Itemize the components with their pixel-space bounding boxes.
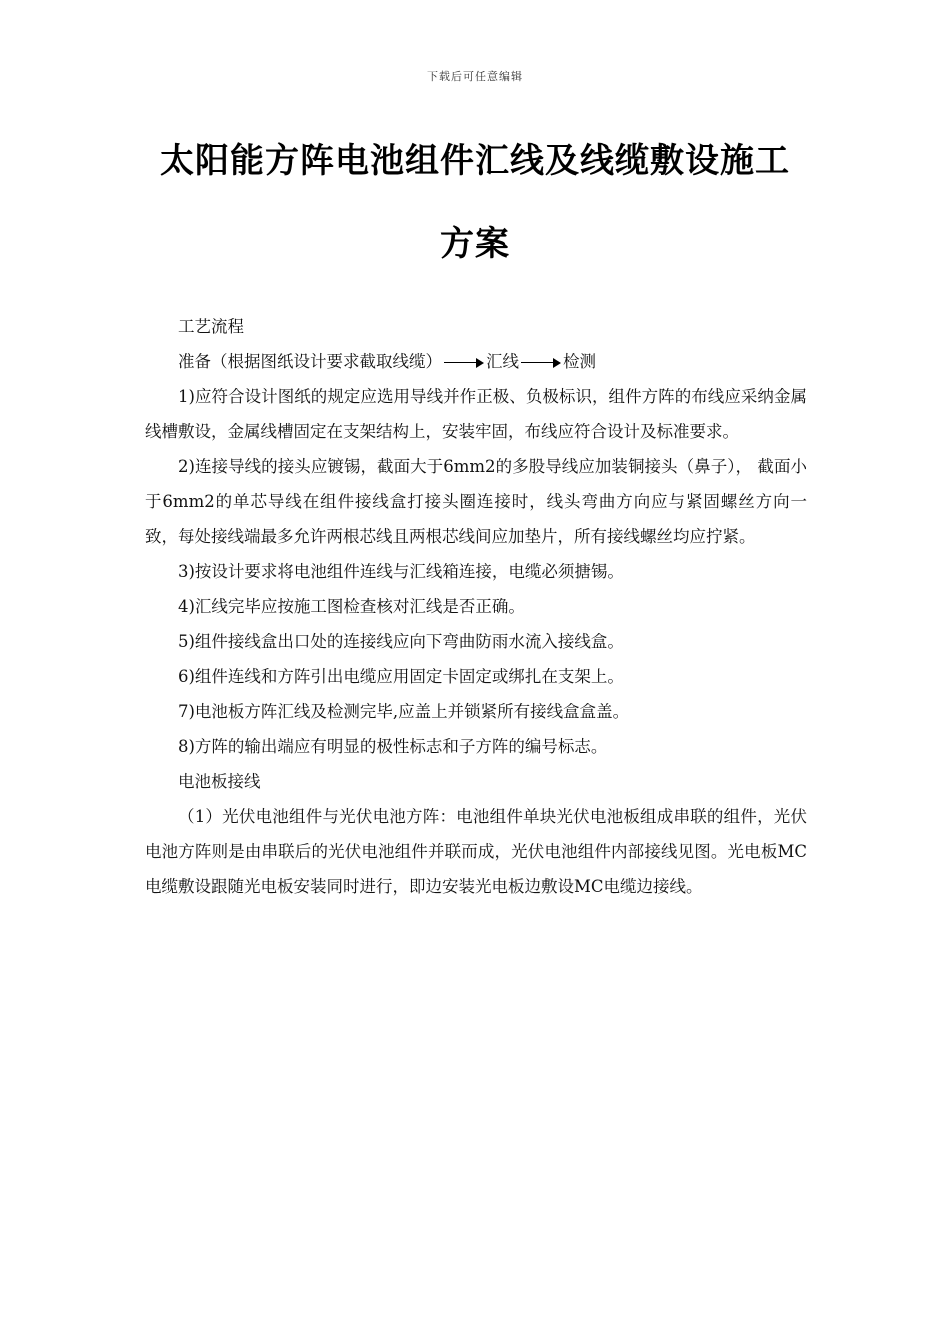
- panel-wiring-paragraph: （1）光伏电池组件与光伏电池方阵：电池组件单块光伏电池板组成串联的组件，光伏电池方阵则是由串联后的光伏电池组件并联而成，光伏电池组件内部接线见图。光电板MC电缆敷设跟随光电板安装同时进行，即边安装光电板边敷设MC电缆边接线。: [145, 807, 807, 896]
- flow-step-inspect: 检测: [563, 352, 596, 371]
- process-item-8: 8)方阵的输出端应有明显的极性标志和子方阵的编号标志。: [178, 737, 608, 756]
- flow-step-prepare: 准备（根据图纸设计要求截取线缆）: [178, 352, 442, 371]
- flow-step-busline: 汇线: [486, 352, 519, 371]
- process-item-7: 7)电池板方阵汇线及检测完毕,应盖上并锁紧所有接线盒盒盖。: [178, 702, 630, 721]
- process-item-5: 5)组件接线盒出口处的连接线应向下弯曲防雨水流入接线盒。: [178, 632, 624, 651]
- section-heading-panel-wiring: 电池板接线: [178, 772, 261, 791]
- process-item-4: 4)汇线完毕应按施工图检查核对汇线是否正确。: [178, 597, 525, 616]
- arrow-right-icon: [521, 358, 561, 368]
- process-flow: [145, 344, 807, 379]
- document-body: [145, 309, 807, 904]
- process-item-6: 6)组件连线和方阵引出电缆应用固定卡固定或绑扎在支架上。: [178, 667, 624, 686]
- header-note: 下载后可任意编辑: [427, 70, 523, 83]
- process-item-3: 3)按设计要求将电池组件连线与汇线箱连接，电缆必须搪锡。: [178, 562, 624, 581]
- document-title-line1: 太阳能方阵电池组件汇线及线缆敷设施工: [160, 141, 790, 181]
- arrow-right-icon: [444, 358, 484, 368]
- process-item-2: 2)连接导线的接头应镀锡，截面大于6mm2的多股导线应加装铜接头（鼻子）， 截面小于6mm2的单芯导线在组件接线盒打接头圈连接时，线头弯曲方向应与紧固螺丝方向一致，每处接线端最多允许两根芯线且两根芯线间应加垫片，所有接线螺丝均应拧紧。: [145, 457, 807, 546]
- process-item-1: 1)应符合设计图纸的规定应选用导线并作正极、负极标识，组件方阵的布线应采纳金属线槽敷设，金属线槽固定在支架结构上，安装牢固，布线应符合设计及标准要求。: [145, 387, 807, 441]
- section-heading-process: 工艺流程: [178, 317, 244, 336]
- document-title-line2: 方案: [440, 224, 510, 264]
